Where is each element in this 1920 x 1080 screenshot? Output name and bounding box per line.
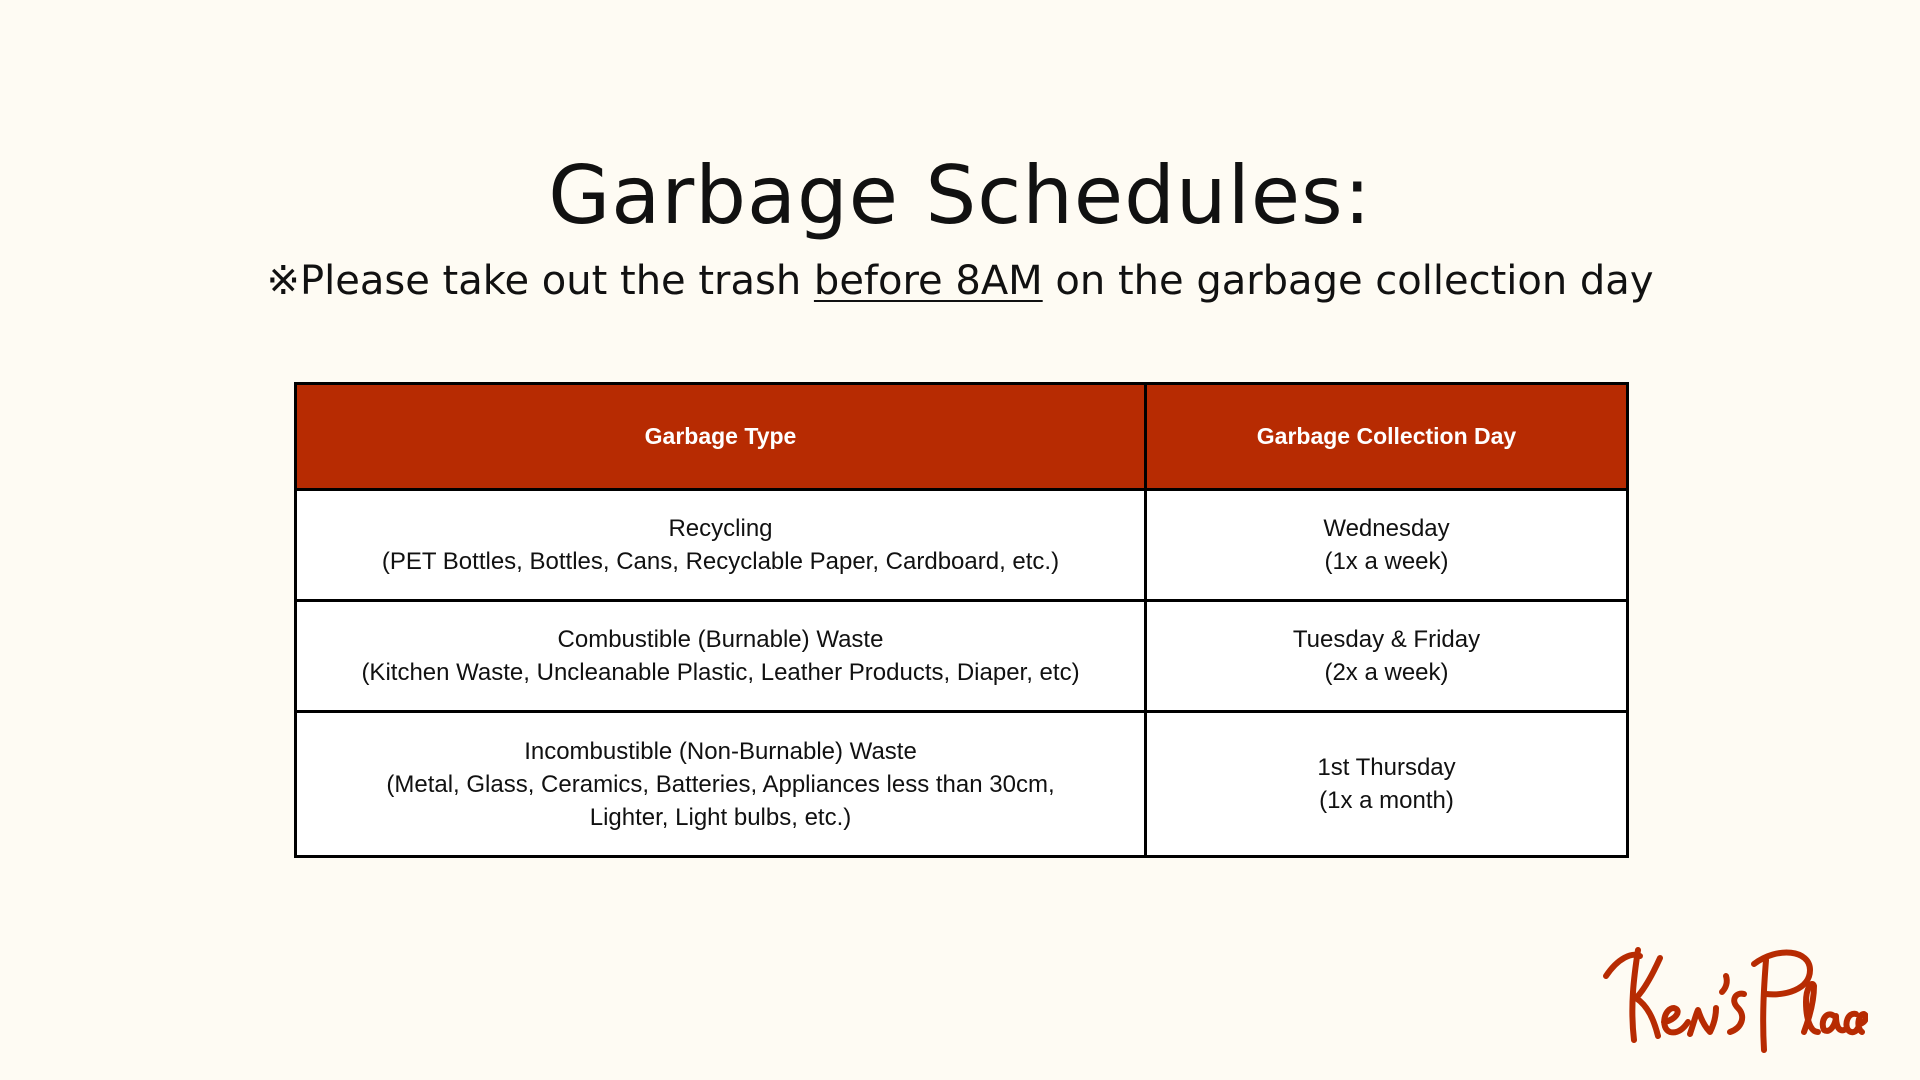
collection-frequency: (1x a week) [1324, 548, 1449, 575]
type-examples: (Kitchen Waste, Uncleanable Plastic, Leather Products, Diaper, etc) [361, 659, 1080, 686]
subtitle-notice [0, 255, 1920, 307]
header-collection-day: Garbage Collection Day [1146, 384, 1628, 490]
collection-day-cell [1146, 712, 1628, 857]
type-examples: (Metal, Glass, Ceramics, Batteries, Appliances less than 30cm, [386, 770, 1055, 798]
subtitle-emphasis: before 8AM [813, 258, 1043, 304]
garbage-type-cell [296, 490, 1146, 601]
table-header-row [296, 384, 1628, 490]
collection-day: Wednesday [1323, 515, 1450, 542]
page-title: Garbage Schedules: [548, 149, 1372, 242]
header-garbage-type: Garbage Type [296, 384, 1146, 490]
type-name: Incombustible (Non-Burnable) Waste [524, 737, 917, 765]
collection-day: 1st Thursday [1317, 754, 1456, 781]
garbage-schedule-table [294, 382, 1629, 858]
collection-day-cell [1146, 490, 1628, 601]
kens-place-logo [1598, 936, 1868, 1056]
garbage-type-cell [296, 712, 1146, 857]
collection-day: Tuesday & Friday [1292, 626, 1481, 653]
collection-frequency: (1x a month) [1319, 787, 1454, 814]
type-name: Combustible (Burnable) Waste [557, 626, 884, 653]
type-examples-continued: Lighter, Light bulbs, etc.) [589, 803, 852, 831]
subtitle-suffix: on the garbage collection day [1042, 258, 1654, 304]
table-row [296, 601, 1628, 712]
collection-frequency: (2x a week) [1324, 659, 1449, 686]
subtitle-prefix: ※Please take out the trash [266, 258, 814, 304]
garbage-type-cell [296, 601, 1146, 712]
type-name: Recycling [668, 515, 773, 542]
table-row [296, 712, 1628, 857]
type-examples: (PET Bottles, Bottles, Cans, Recyclable Paper, Cardboard, etc.) [381, 548, 1060, 575]
collection-day-cell [1146, 601, 1628, 712]
table-row [296, 490, 1628, 601]
